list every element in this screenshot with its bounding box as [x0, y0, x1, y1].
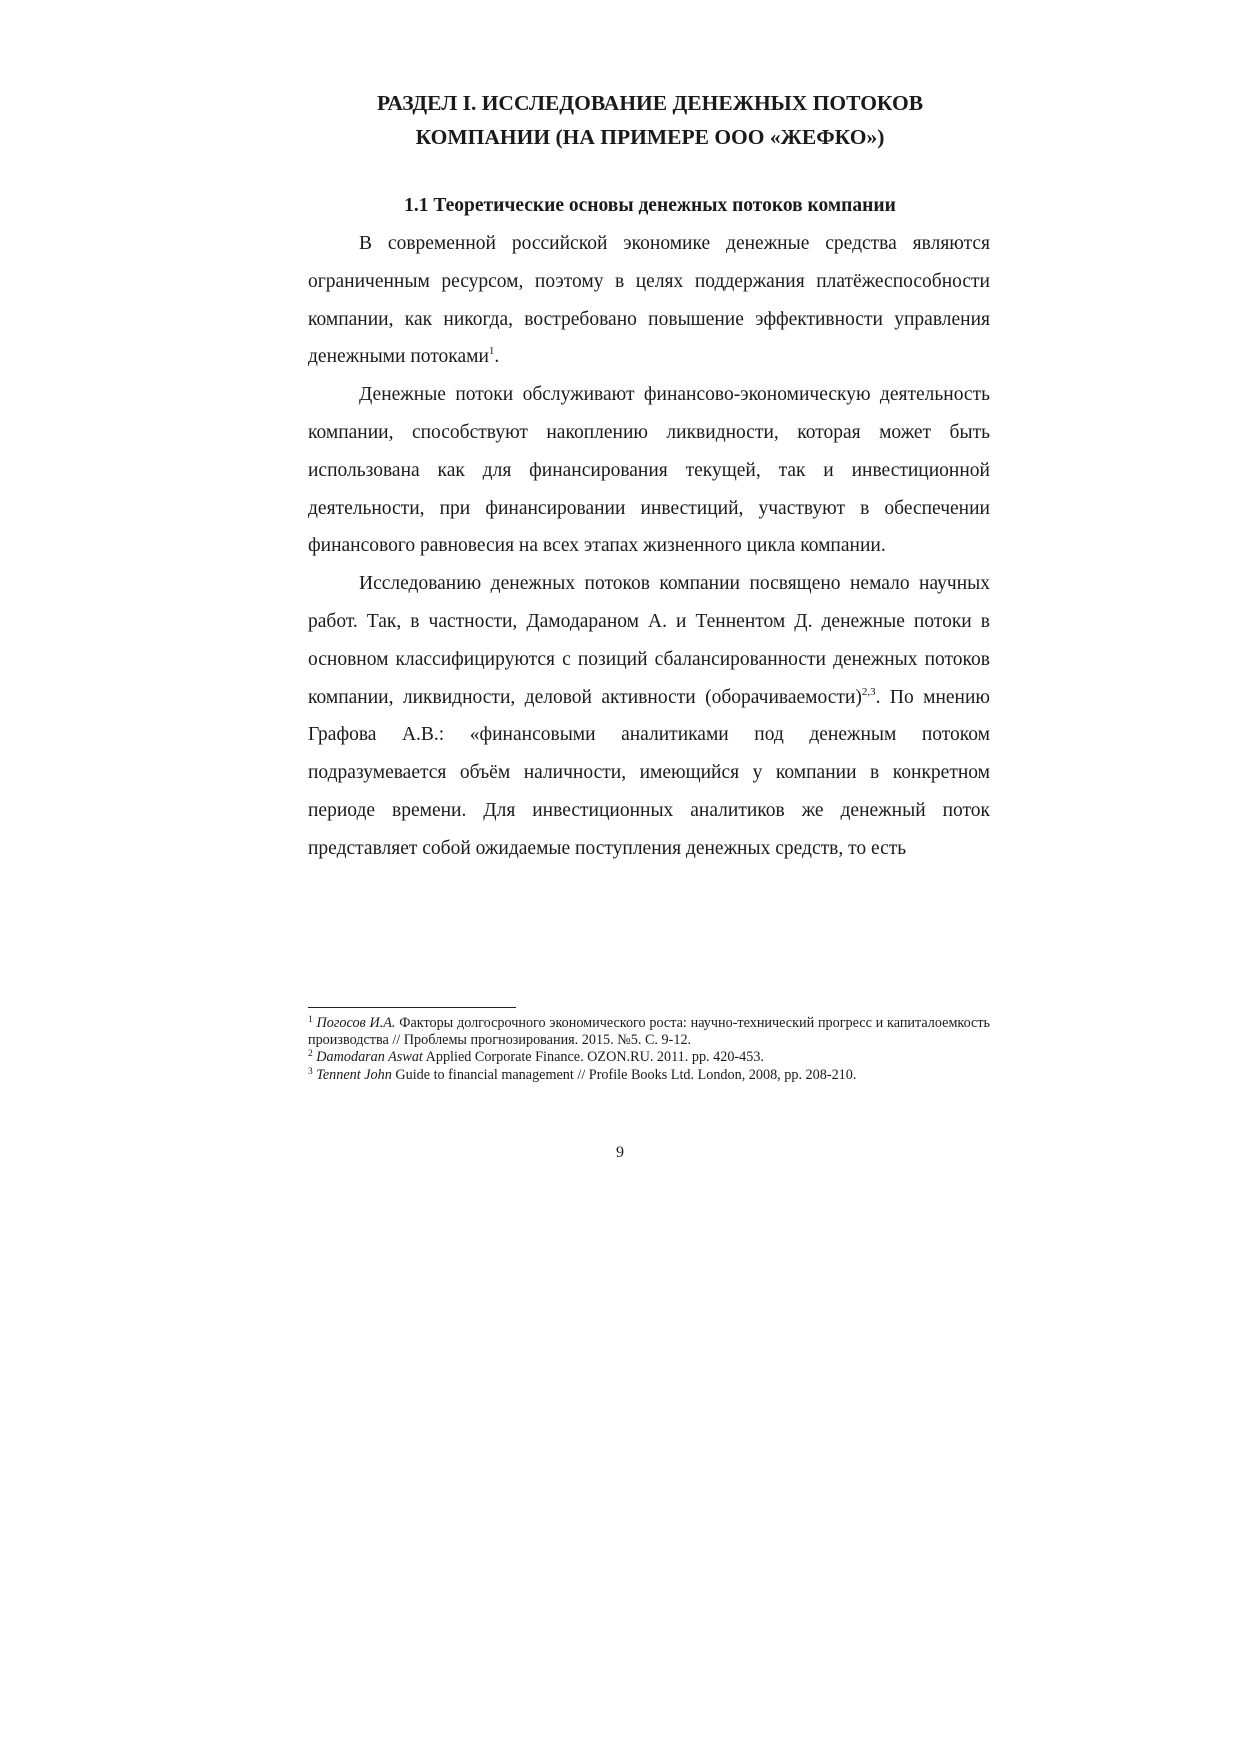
subsection-title: 1.1 Теоретические основы денежных потоков компании [404, 195, 896, 216]
footnote-1-author: Погосов И.А. [316, 1015, 396, 1031]
footnote-3-text: Guide to financial management // Profile Books Ltd. London, 2008, pp. 208-210. [391, 1066, 857, 1083]
paragraph-1-text: В современной российской экономике денежные средства являются ограниченным ресурсом, поэтому в целях поддержания платёжеспособности компании, как никогда, востребовано повышение эффективности управления денежными потоками [308, 233, 990, 368]
body-text [308, 225, 990, 868]
footnote-ref-2-3: 2,3 [861, 685, 876, 698]
footnote-2-author: Damodaran Aswat [316, 1049, 423, 1066]
footnote-2 [308, 1049, 990, 1066]
paragraph-3-text-a: Исследованию денежных потоков компании посвящено немало научных работ. Так, в частности, Дамодараном А. и Теннентом Д. денежные потоки в основном классифицируются с позиций сбалансированности денежных потоков компании, ликвидности, деловой активности (оборачиваемости) [308, 573, 990, 708]
footnote-1-text: Факторы долгосрочного экономического роста: научно-технический прогресс и капиталоемкость производства // Проблемы прогнозирования. 2015. №5. С. 9-12. [308, 1015, 991, 1049]
paragraph-3 [308, 565, 990, 867]
section-title-line-1: РАЗДЕЛ I. ИССЛЕДОВАНИЕ ДЕНЕЖНЫХ ПОТОКОВ [376, 91, 924, 115]
footnote-2-number: 2 [308, 1049, 313, 1060]
footnote-1-number: 1 [308, 1015, 313, 1025]
section-title-line-2: КОМПАНИИ (НА ПРИМЕРЕ ООО «ЖЕФКО») [415, 125, 885, 149]
section-title [300, 86, 1000, 154]
footnote-3 [308, 1067, 990, 1084]
footnote-1 [308, 1015, 990, 1049]
footnote-3-author: Tennent John [316, 1066, 392, 1083]
paragraph-3-text-b: . По мнению Графова А.В.: «финансовыми аналитиками под денежным потоком подразумевается объём наличности, имеющийся у компании в конкретном периоде времени. Для инвестиционных аналитиков же денежный поток представляет собой ожидаемые поступления денежных средств, то есть [308, 686, 990, 859]
footnotes [308, 1015, 990, 1084]
footnote-separator [308, 1007, 516, 1008]
paragraph-2: Денежные потоки обслуживают финансово-экономическую деятельность компании, способствуют накоплению ликвидности, которая может быть использована как для финансирования текущей, так и инвестиционной деятельности, при финансировании инвестиций, участвуют в обеспечении финансового равновесия на всех этапах жизненного цикла компании. [308, 384, 990, 557]
paragraph-1 [308, 225, 990, 376]
footnote-ref-1: 1 [488, 345, 495, 358]
paragraph-1-tail: . [494, 346, 500, 368]
footnote-3-number: 3 [308, 1066, 313, 1077]
footnote-2-text: Applied Corporate Finance. OZON.RU. 2011. pp. 420-453. [422, 1049, 764, 1066]
page-number: 9 [616, 1144, 624, 1161]
